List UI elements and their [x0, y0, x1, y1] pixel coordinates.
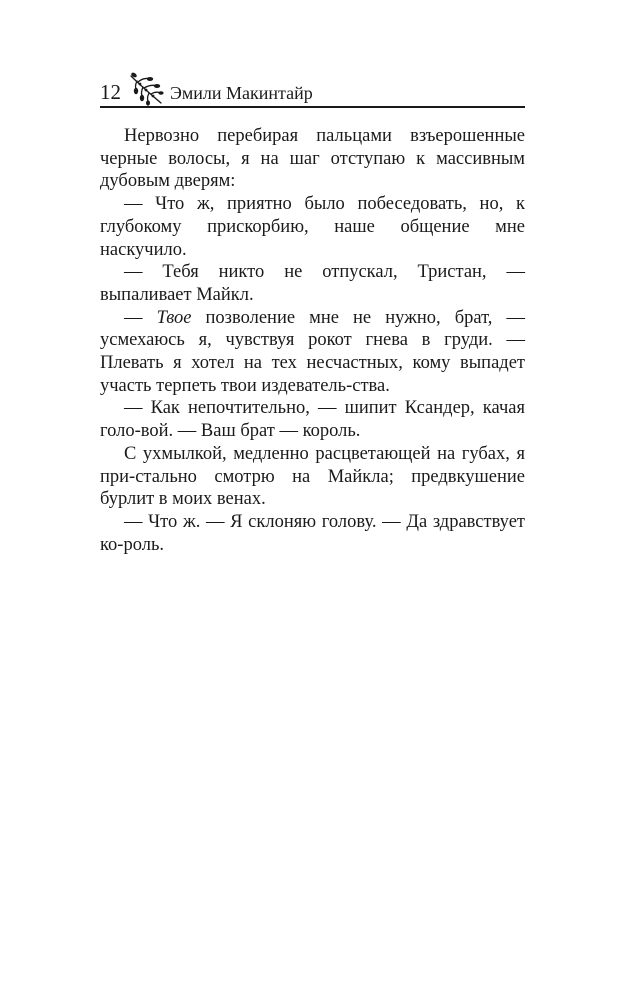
text-line: — Что ж, приятно было побеседовать, но, к глубокому — [100, 194, 525, 237]
text-line: позволение мне не нужно, брат, — усмехаюсь — [100, 307, 526, 351]
text-line: прискорбию, наше общение мне наскучило. — [100, 216, 526, 260]
text-line: ства. — [352, 375, 390, 396]
text-line: Нервозно перебирая пальцами взъерошенные черные — [100, 126, 525, 169]
text-line: волосы, я на шаг отступаю к массивным дубовым дверям: — [100, 148, 525, 192]
paragraph-2 — [100, 193, 525, 261]
paragraph-3 — [100, 261, 525, 306]
text-line: несчастных, кому выпадет участь терпеть твои издеватель- — [100, 353, 525, 396]
header-rule — [100, 106, 525, 108]
text-line: С ухмылкой, медленно расцветающей на губах, я при- — [100, 443, 525, 487]
paragraph-1 — [100, 125, 525, 193]
text-line: стально смотрю на Майкла; предвкушение бурлит в моих — [100, 466, 525, 510]
text-line: — Что ж. — Я склоняю голову. — Да здравствует ко- — [100, 511, 525, 555]
body-text — [100, 125, 525, 556]
text-line: — Тебя никто не отпускал, Тристан, — выпаливает — [100, 262, 525, 305]
text-line: я, чувствуя рокот гнева в груди. — Плевать я хотел на тех — [100, 330, 526, 374]
text-line: роль. — [123, 534, 165, 555]
text-line: — Как непочтительно, — шипит Ксандер, качая голо- — [100, 398, 525, 442]
floral-sprig-icon — [128, 72, 164, 106]
emphasis-word: Твое — [156, 307, 192, 328]
paragraph-5 — [100, 397, 525, 442]
dash-prefix: — — [124, 307, 157, 328]
text-line: Майкл. — [196, 284, 254, 305]
paragraph-6 — [100, 443, 525, 511]
paragraph-7 — [100, 511, 525, 556]
running-header — [100, 72, 525, 108]
paragraph-4 — [100, 307, 525, 398]
text-line: венах. — [216, 489, 266, 510]
text-line: вой. — Ваш брат — король. — [140, 421, 361, 442]
author-name: Эмили Макинтайр — [170, 83, 313, 103]
page-number: 12 — [100, 80, 121, 104]
